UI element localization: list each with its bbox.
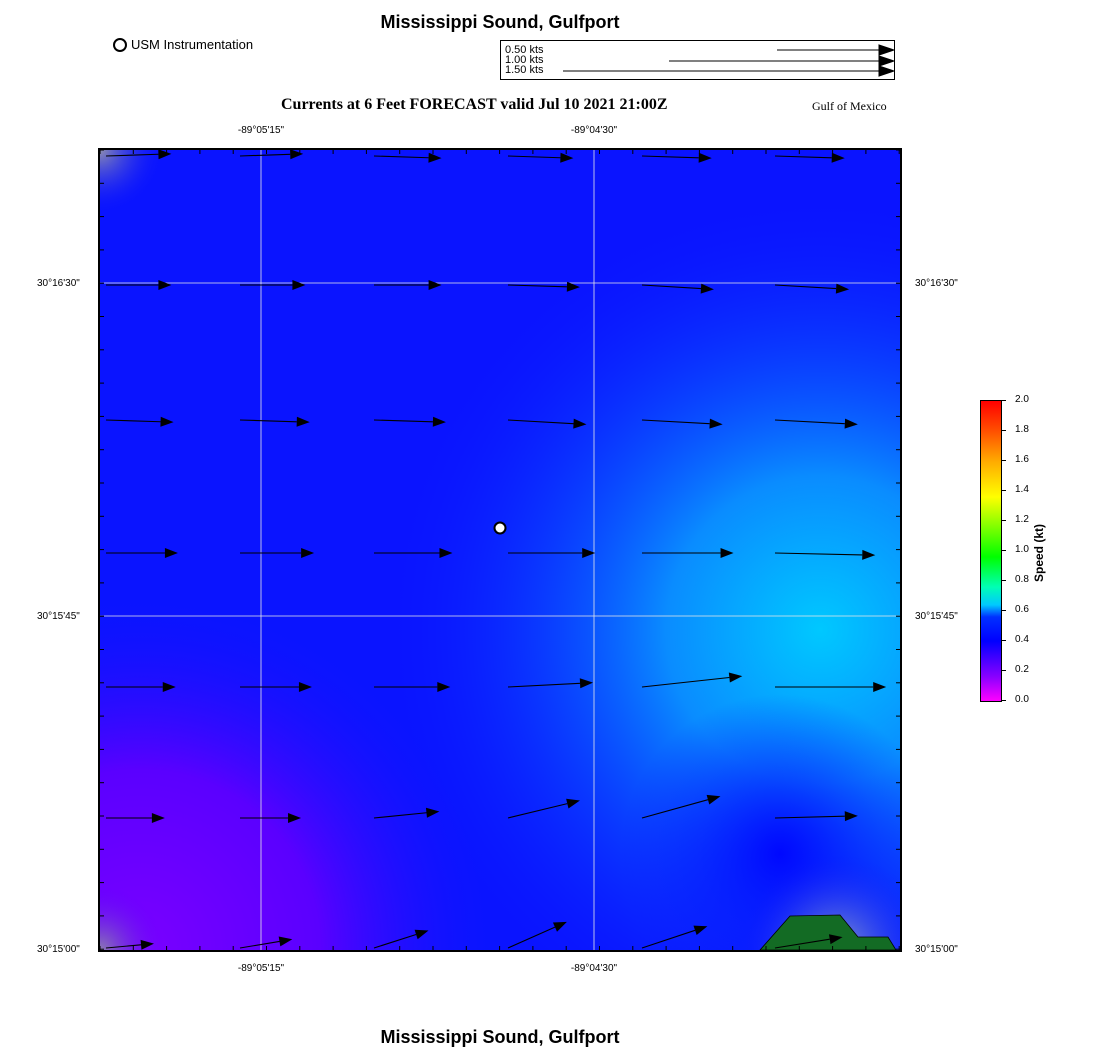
scale-arrows (501, 41, 894, 79)
lon-label-bottom-1: -89°05'15" (237, 963, 285, 974)
colorbar-tick-label: 1.0 (1015, 544, 1029, 555)
colorbar-tick-label: 1.4 (1015, 484, 1029, 495)
station-legend-label: USM Instrumentation (131, 37, 254, 52)
colorbar-tick-mark (1001, 490, 1006, 491)
speed-colorbar (980, 400, 1002, 702)
scale-arrow-0 (777, 45, 894, 55)
lat-label-left-3: 30°15'00" (37, 944, 80, 955)
colorbar-tick-label: 0.4 (1015, 634, 1029, 645)
current-map (98, 148, 902, 952)
scale-label-2: 1.50 kts (505, 64, 544, 76)
region-label: Gulf of Mexico (812, 99, 887, 113)
lat-label-right-3: 30°15'00" (915, 944, 958, 955)
colorbar-tick-label: 2.0 (1015, 394, 1029, 405)
speed-scale-legend (500, 40, 895, 80)
colorbar-tick-mark (1001, 430, 1006, 431)
circle-marker-icon (113, 38, 127, 52)
colorbar-tick-mark (1001, 520, 1006, 521)
lon-label-top-1: -89°05'15" (237, 125, 285, 136)
station-legend (113, 37, 253, 52)
footer-title: Mississippi Sound, Gulfport (380, 1027, 620, 1047)
lat-label-right-1: 30°16'30" (915, 278, 958, 289)
lat-label-left-2: 30°15'45" (37, 611, 80, 622)
colorbar-tick-label: 1.8 (1015, 424, 1029, 435)
scale-label-0: 0.50 kts (505, 44, 544, 56)
forecast-subtitle: Currents at 6 Feet FORECAST valid Jul 10 2021 21:00Z (281, 96, 668, 113)
map-title: Mississippi Sound, Gulfport (380, 12, 620, 32)
lat-label-right-2: 30°15'45" (915, 611, 958, 622)
colorbar-tick-mark (1001, 580, 1006, 581)
colorbar-tick-mark (1001, 700, 1006, 701)
lon-label-bottom-2: -89°04'30" (570, 963, 618, 974)
colorbar-tick-mark (1001, 400, 1006, 401)
lat-label-left-1: 30°16'30" (37, 278, 80, 289)
colorbar-tick-mark (1001, 550, 1006, 551)
colorbar-tick-label: 1.2 (1015, 514, 1029, 525)
colorbar-tick-label: 0.6 (1015, 604, 1029, 615)
colorbar-tick-label: 0.8 (1015, 574, 1029, 585)
colorbar-tick-mark (1001, 460, 1006, 461)
scale-arrow-1 (669, 56, 894, 66)
scale-arrow-2 (563, 66, 894, 76)
nodata-corner-br (100, 150, 900, 950)
scale-label-1: 1.00 kts (505, 54, 544, 66)
colorbar-title: Speed (kt) (1032, 523, 1046, 582)
colorbar-tick-mark (1001, 640, 1006, 641)
colorbar-tick-label: 1.6 (1015, 454, 1029, 465)
lon-label-top-2: -89°04'30" (570, 125, 618, 136)
colorbar-tick-mark (1001, 610, 1006, 611)
colorbar-tick-label: 0.2 (1015, 664, 1029, 675)
station-marker[interactable] (495, 523, 506, 534)
colorbar-tick-label: 0.0 (1015, 694, 1029, 705)
colorbar-tick-mark (1001, 670, 1006, 671)
